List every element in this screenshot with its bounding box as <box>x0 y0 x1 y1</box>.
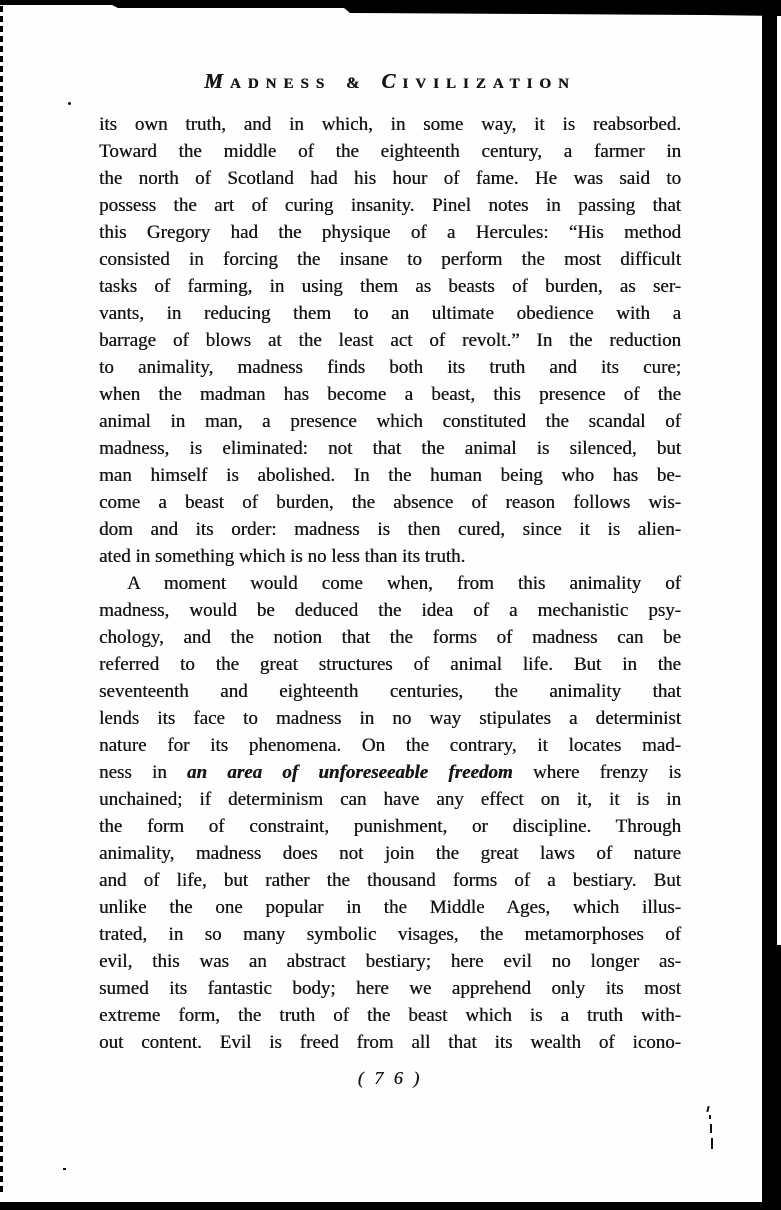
text-line <box>99 273 681 300</box>
text-line <box>99 1002 681 1029</box>
text-line <box>99 705 681 732</box>
text-run: come a beast of burden, the absence of reason follows wis- <box>99 492 681 513</box>
text-run: ness in <box>99 762 187 783</box>
text-line <box>99 840 681 867</box>
text-run: tasks of farming, in using them as beasts of burden, as ser- <box>99 276 681 297</box>
scan-edge-bottom <box>0 1202 781 1210</box>
text-line <box>99 867 681 894</box>
scan-edge-left <box>0 6 3 1194</box>
text-line <box>99 597 681 624</box>
text-line <box>99 921 681 948</box>
text-run: to animality, madness finds both its truth and its cure; <box>99 357 681 378</box>
text-line <box>99 948 681 975</box>
text-line <box>99 894 681 921</box>
text-line <box>99 975 681 1002</box>
text-run: extreme form, the truth of the beast which is a truth with- <box>99 1005 681 1026</box>
text-run: trated, in so many symbolic visages, the metamorphoses of <box>99 924 681 945</box>
running-header-initial: M <box>204 69 230 93</box>
text-run: A moment would come when, from this animality of <box>127 573 681 594</box>
text-run: barrage of blows at the least act of revolt.” In the reduction <box>99 330 681 351</box>
text-line <box>99 813 681 840</box>
text-run: consisted in forcing the insane to perform the most difficult <box>99 249 681 270</box>
text-line <box>99 570 681 597</box>
text-line <box>99 651 681 678</box>
text-run: its own truth, and in which, in some way, it is reabsorbed. <box>99 114 681 135</box>
text-run: Toward the middle of the eighteenth century, a farmer in <box>99 141 681 162</box>
text-run: madness, would be deduced the idea of a mechanistic psy- <box>99 600 681 621</box>
running-header <box>99 69 681 94</box>
text-run: and of life, but rather the thousand forms of a bestiary. But <box>99 870 681 891</box>
text-run: the form of constraint, punishment, or discipline. Through <box>99 816 681 837</box>
scan-artifact <box>710 1124 712 1133</box>
text-line <box>99 462 681 489</box>
page-number: ( 7 6 ) <box>357 1068 423 1088</box>
text-line <box>99 435 681 462</box>
text-line <box>99 1029 681 1056</box>
text-run: chology, and the notion that the forms of madness can be <box>99 627 681 648</box>
text-run: when the madman has become a beast, this presence of the <box>99 384 681 405</box>
text-line <box>99 354 681 381</box>
text-line <box>99 165 681 192</box>
text-line <box>99 732 681 759</box>
text-run: animal in man, a presence which constituted the scandal of <box>99 411 681 432</box>
text-run: referred to the great structures of animal life. But in the <box>99 654 681 675</box>
scan-edge-top <box>0 0 781 16</box>
text-run: dom and its order: madness is then cured, since it is alien- <box>99 519 681 540</box>
text-run: madness, is eliminated: not that the animal is silenced, but <box>99 438 681 459</box>
scan-artifact <box>68 102 71 105</box>
page-body <box>99 111 681 1056</box>
italic-phrase: an area of unforeseeable freedom <box>186 762 513 783</box>
text-line <box>99 786 681 813</box>
text-run: nature for its phenomena. On the contrary, it locates mad- <box>99 735 681 756</box>
ampersand: & <box>346 75 367 92</box>
text-line <box>99 543 681 570</box>
text-line <box>99 381 681 408</box>
scan-artifact <box>709 1115 711 1119</box>
text-line <box>99 192 681 219</box>
text-run: evil, this was an abstract bestiary; here evil no longer as- <box>99 951 681 972</box>
scan-artifact <box>63 1168 66 1170</box>
text-run: out content. Evil is freed from all that its wealth of icono- <box>99 1032 681 1053</box>
text-line <box>99 138 681 165</box>
text-line <box>99 624 681 651</box>
text-run: this Gregory had the physique of a Hercules: “His method <box>99 222 681 243</box>
text-line <box>99 489 681 516</box>
text-run: lends its face to madness in no way stipulates a determinist <box>99 708 681 729</box>
scan-artifact <box>711 1138 713 1149</box>
text-line <box>99 219 681 246</box>
text-line <box>99 408 681 435</box>
text-run: possess the art of curing insanity. Pinel notes in passing that <box>99 195 681 216</box>
text-run: ated in something which is no less than its truth. <box>99 546 466 567</box>
scan-artifact <box>706 1106 709 1112</box>
text-run: animality, madness does not join the great laws of nature <box>99 843 681 864</box>
text-run: vants, in reducing them to an ultimate obedience with a <box>99 303 681 324</box>
text-run: the north of Scotland had his hour of fame. He was said to <box>99 168 681 189</box>
running-header-text: ADNESS <box>229 76 332 92</box>
paragraph-2 <box>99 570 681 1056</box>
text-run: seventeenth and eighteenth centuries, the animality that <box>99 681 681 702</box>
text-run: sumed its fantastic body; here we apprehend only its most <box>99 978 681 999</box>
text-line <box>99 759 681 786</box>
scan-edge-right <box>775 945 781 1210</box>
text-line <box>99 678 681 705</box>
text-line <box>99 246 681 273</box>
text-line <box>99 516 681 543</box>
text-run: unchained; if determinism can have any effect on it, it is in <box>99 789 681 810</box>
text-run: unlike the one popular in the Middle Ages, which illus- <box>99 897 681 918</box>
text-line <box>99 111 681 138</box>
text-line <box>99 300 681 327</box>
paragraph-1 <box>99 111 681 570</box>
text-line <box>99 327 681 354</box>
text-run: man himself is abolished. In the human being who has be- <box>99 465 681 486</box>
running-header-text: IVILIZATION <box>402 76 576 92</box>
text-run: where frenzy is <box>512 762 682 783</box>
running-header-initial: C <box>381 69 403 93</box>
